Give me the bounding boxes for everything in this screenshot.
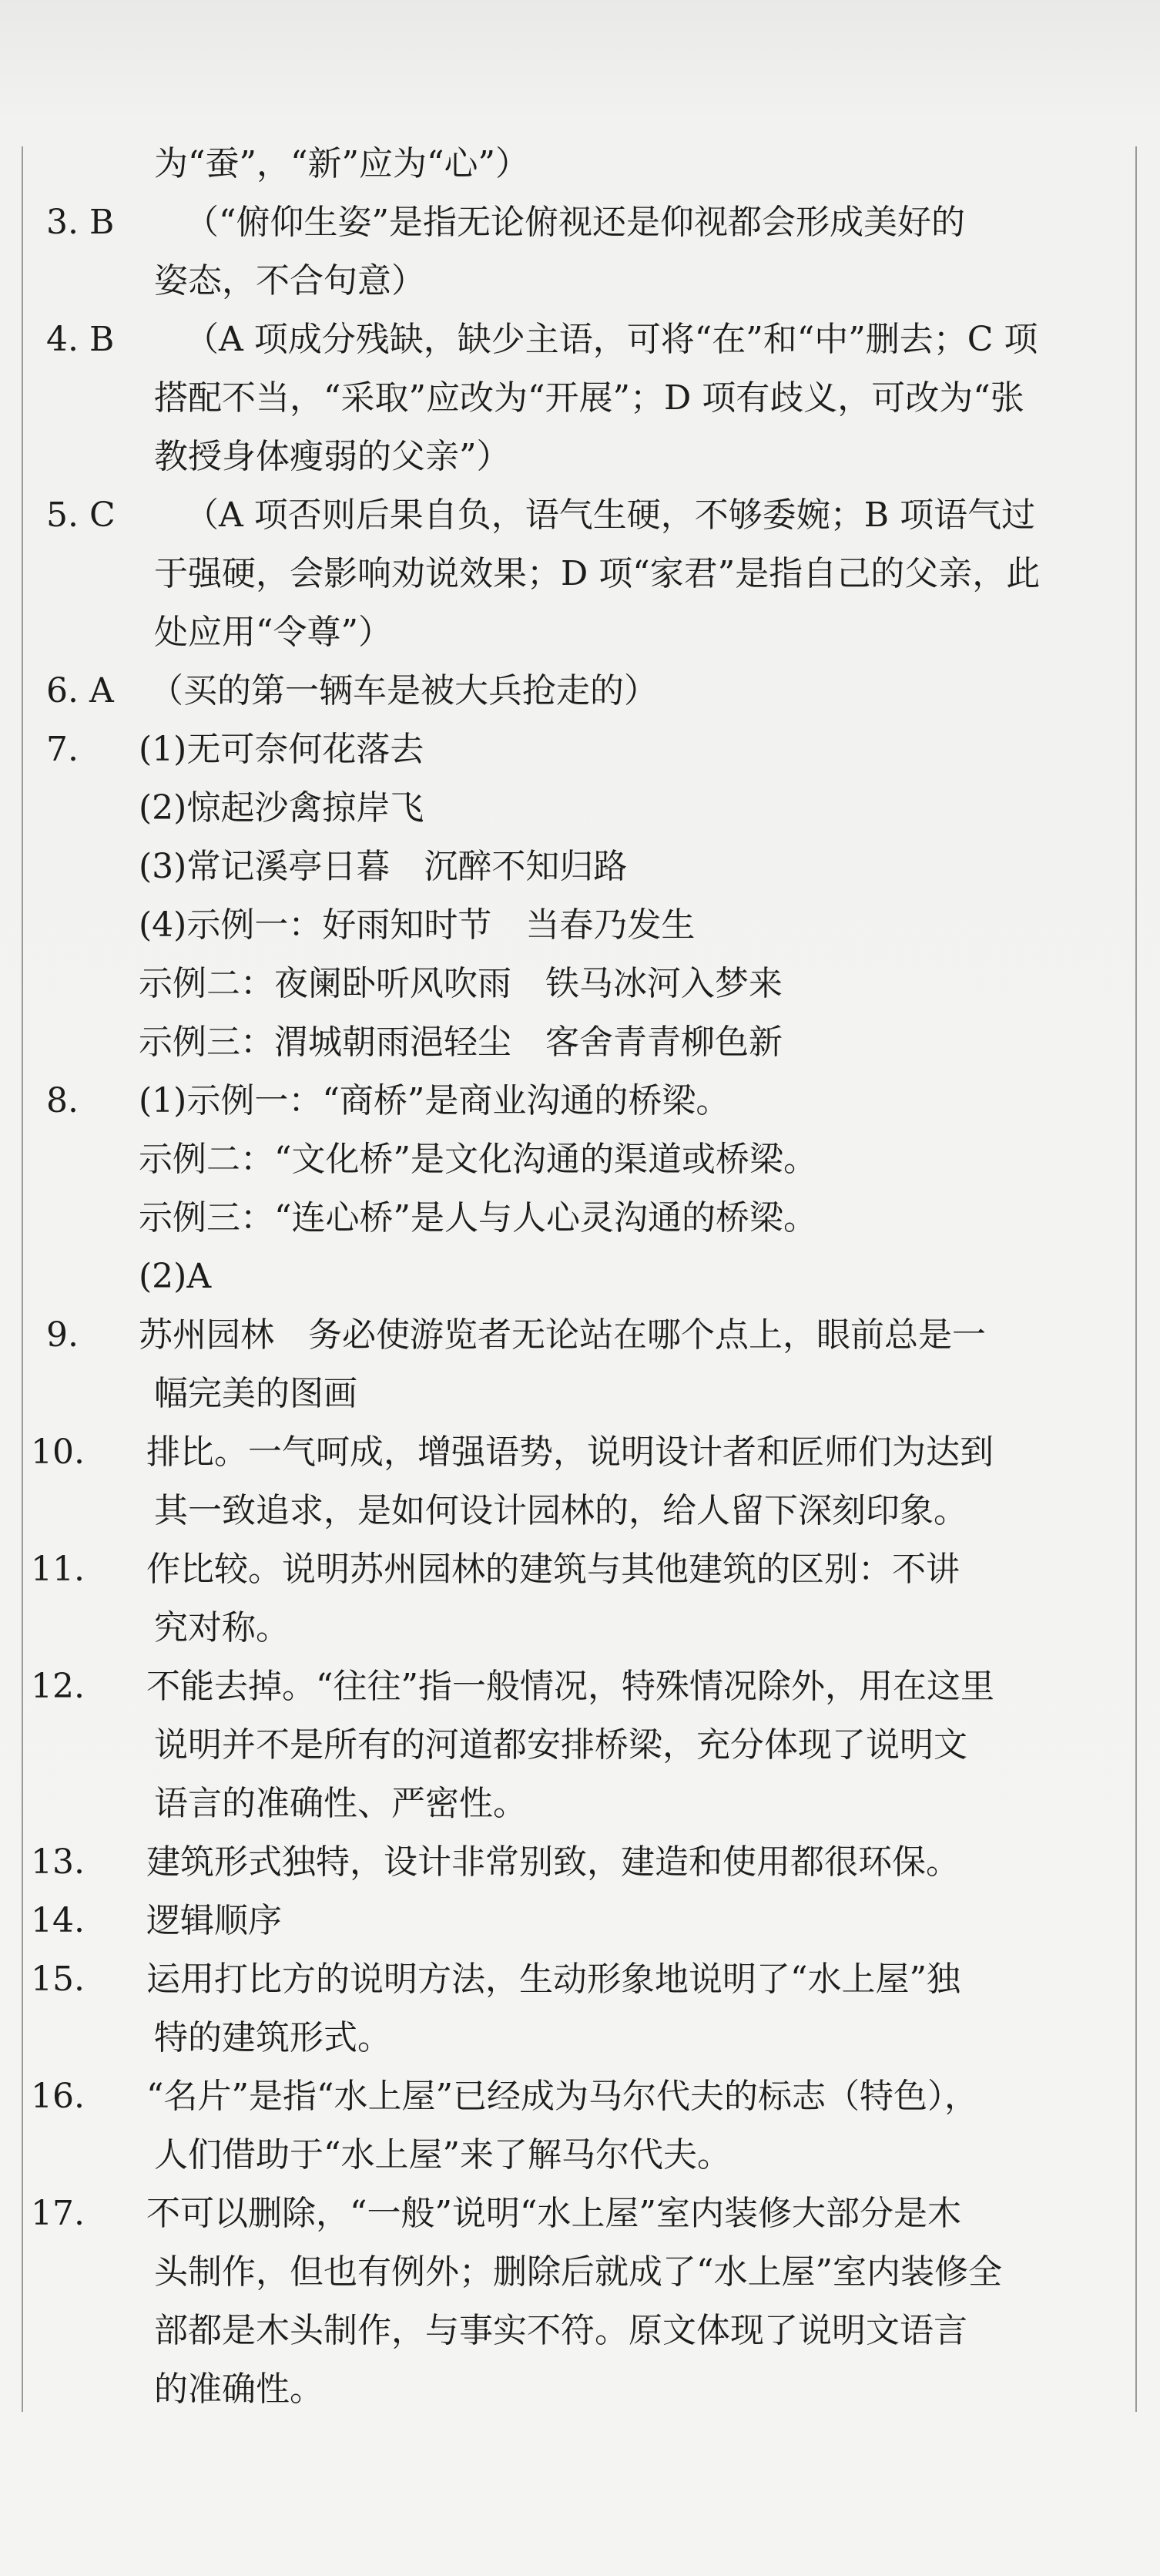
answer-text: 幅完美的图画 (154, 1374, 357, 1413)
answer-text: （买的第一辆车是被大兵抢走的） (149, 671, 658, 710)
answer-3 (46, 193, 1071, 311)
answer-12 (31, 1657, 1071, 1833)
answer-11 (31, 1540, 1071, 1657)
answer-number: 7. (46, 730, 79, 769)
answer-text: 排比。一气呵成，增强语势，说明设计者和匠师们为达到 (146, 1432, 994, 1472)
answer-text: （A 项否则后果自负，语气生硬，不够委婉；B 项语气过 (185, 495, 1036, 535)
answer-text: 不可以删除，“一般”说明“水上屋”室内装修大部分是木 (146, 2194, 961, 2233)
right-margin-rule (1135, 146, 1137, 2412)
answer-text: 其一致追求，是如何设计园林的，给人留下深刻印象。 (154, 1491, 967, 1530)
answer-text: 究对称。 (154, 1608, 290, 1647)
answer-text: 人们借助于“水上屋”来了解马尔代夫。 (154, 2135, 731, 2175)
answer-text: 不能去掉。“往往”指一般情况，特殊情况除外，用在这里 (146, 1667, 994, 1706)
answer-text: 语言的准确性、严密性。 (154, 1784, 527, 1823)
answer-text: (2)A (139, 1257, 212, 1296)
answer-text: 建筑形式独特，设计非常别致，建造和使用都很环保。 (146, 1842, 960, 1882)
answer-text: 为“蚕”，“新”应为“心”） (154, 144, 529, 183)
answer-text: 作比较。说明苏州园林的建筑与其他建筑的区别：不讲 (146, 1550, 960, 1589)
answer-text: (2)惊起沙禽掠岸飞 (139, 788, 424, 828)
answer-text: 的准确性。 (154, 2369, 324, 2409)
answer-10 (31, 1423, 1071, 1540)
answer-number: 15. (31, 1960, 85, 1999)
answer-17 (31, 2185, 1071, 2419)
answer-16 (31, 2067, 1071, 2185)
answer-text: “名片”是指“水上屋”已经成为马尔代夫的标志（特色）， (146, 2077, 978, 2116)
answer-text: 部都是木头制作，与事实不符。原文体现了说明文语言 (154, 2311, 967, 2350)
answer-number: 17. (31, 2194, 85, 2233)
answer-text: 于强硬，会影响劝说效果；D 项“家君”是指自己的父亲，此 (154, 554, 1041, 593)
answer-list (31, 135, 1071, 2419)
answer-6 (46, 662, 1071, 720)
answer-13 (31, 1833, 1071, 1892)
answer-number: 12. (31, 1667, 85, 1706)
answer-text: (1)无可奈何花落去 (139, 730, 424, 769)
answer-7 (46, 720, 1071, 1072)
answer-number: 3. B (46, 203, 115, 242)
answer-text: (1)示例一：“商桥”是商业沟通的桥梁。 (139, 1081, 730, 1120)
answer-text: 示例二：夜阑卧听风吹雨 铁马冰河入梦来 (139, 964, 783, 1003)
answer-8 (46, 1072, 1071, 1306)
answer-number: 8. (46, 1081, 79, 1120)
answer-text: (4)示例一：好雨知时节 当春乃发生 (139, 905, 696, 945)
answer-text: 示例二：“文化桥”是文化沟通的渠道或桥梁。 (139, 1140, 817, 1179)
answer-number: 9. (46, 1315, 79, 1355)
answer-text: 苏州园林 务必使游览者无论站在哪个点上，眼前总是一 (139, 1315, 986, 1355)
answer-4 (46, 311, 1071, 486)
answer-text: 教授身体瘦弱的父亲”） (154, 437, 511, 476)
answer-text: 头制作，但也有例外；删除后就成了“水上屋”室内装修全 (154, 2252, 1002, 2292)
answer-text: 处应用“令尊”） (154, 613, 392, 652)
answer-2-continuation (100, 135, 1071, 193)
answer-number: 6. A (46, 671, 114, 710)
left-margin-rule (22, 146, 23, 2412)
answer-text: 运用打比方的说明方法，生动形象地说明了“水上屋”独 (146, 1960, 961, 1999)
answer-number: 4. B (46, 320, 115, 359)
answer-9 (46, 1306, 1071, 1423)
answer-number: 13. (31, 1842, 85, 1882)
answer-text: 说明并不是所有的河道都安排桥梁，充分体现了说明文 (154, 1725, 967, 1765)
answer-number: 10. (31, 1432, 85, 1472)
answer-text: 示例三：“连心桥”是人与人心灵沟通的桥梁。 (139, 1198, 817, 1238)
answer-number: 11. (31, 1550, 85, 1589)
answer-text: (3)常记溪亭日暮 沉醉不知归路 (139, 847, 628, 886)
answer-text: 姿态，不合句意） (154, 261, 425, 301)
answer-number: 14. (31, 1901, 85, 1940)
answer-5 (46, 486, 1071, 662)
answer-number: 5. C (46, 495, 116, 535)
answer-text: （A 项成分残缺，缺少主语，可将“在”和“中”删去；C 项 (185, 320, 1038, 359)
answer-text: （“俯仰生姿”是指无论俯视还是仰视都会形成美好的 (185, 203, 965, 242)
answer-14 (31, 1892, 1071, 1950)
answer-number: 16. (31, 2077, 85, 2116)
answer-text: 示例三：渭城朝雨浥轻尘 客舍青青柳色新 (139, 1023, 783, 1062)
answer-15 (31, 1950, 1071, 2067)
answer-text: 搭配不当，“采取”应改为“开展”；D 项有歧义，可改为“张 (154, 378, 1024, 418)
answer-text: 特的建筑形式。 (154, 2018, 391, 2057)
answer-text: 逻辑顺序 (146, 1901, 282, 1940)
